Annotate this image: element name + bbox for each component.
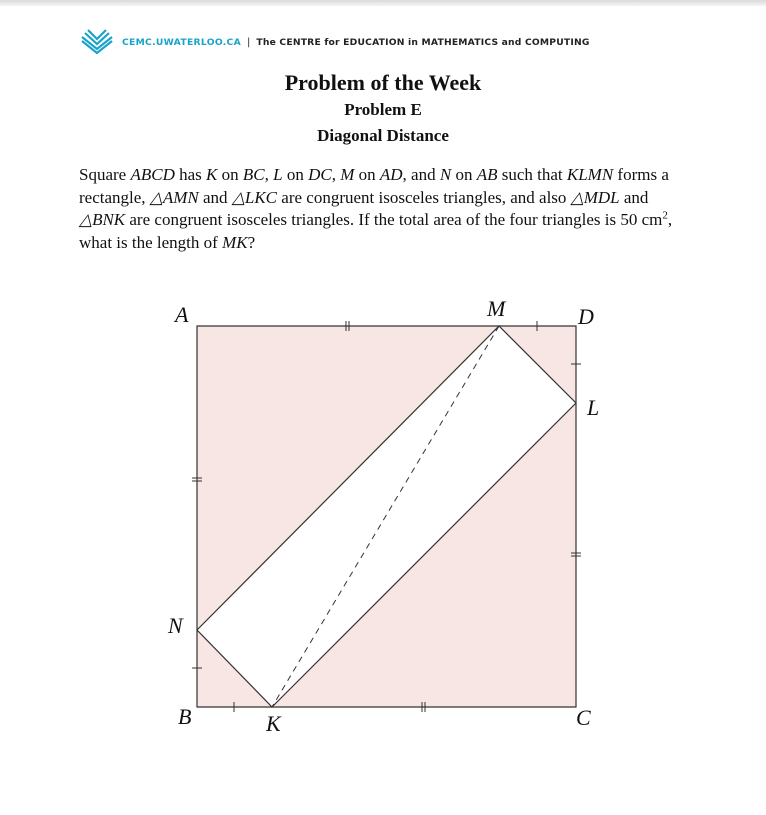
header	[80, 28, 590, 56]
problem-statement: Square ABCD has K on BC, L on DC, M on AD, and N on AB such that KLMN forms a rectangle, △AMN and △LKC are congruent isosceles triangles, and also △MDL and △BNK are congruent isosceles triangles. If the total area of the four triangles is 50 $cm^2$, what is the length of MK?	[79, 165, 673, 252]
site-link[interactable]: CEMC.UWATERLOO.CA	[122, 36, 241, 48]
cemc-logo-icon	[80, 27, 114, 57]
label-C: C	[576, 705, 591, 730]
header-separator: |	[246, 36, 251, 48]
label-K: K	[266, 711, 281, 736]
label-N: N	[168, 613, 183, 638]
problem-level: Problem E	[344, 100, 422, 119]
label-M: M	[487, 296, 506, 321]
centre-name: The CENTRE for EDUCATION in MATHEMATICS and COMPUTING	[256, 36, 590, 48]
label-B: B	[178, 704, 192, 729]
label-D: D	[578, 304, 594, 329]
label-A: A	[175, 302, 189, 327]
label-L: L	[587, 395, 600, 420]
top-bar	[0, 0, 766, 6]
problem-name: Diagonal Distance	[317, 126, 449, 145]
diagram	[0, 290, 766, 750]
page-title: Problem of the Week	[284, 70, 482, 95]
